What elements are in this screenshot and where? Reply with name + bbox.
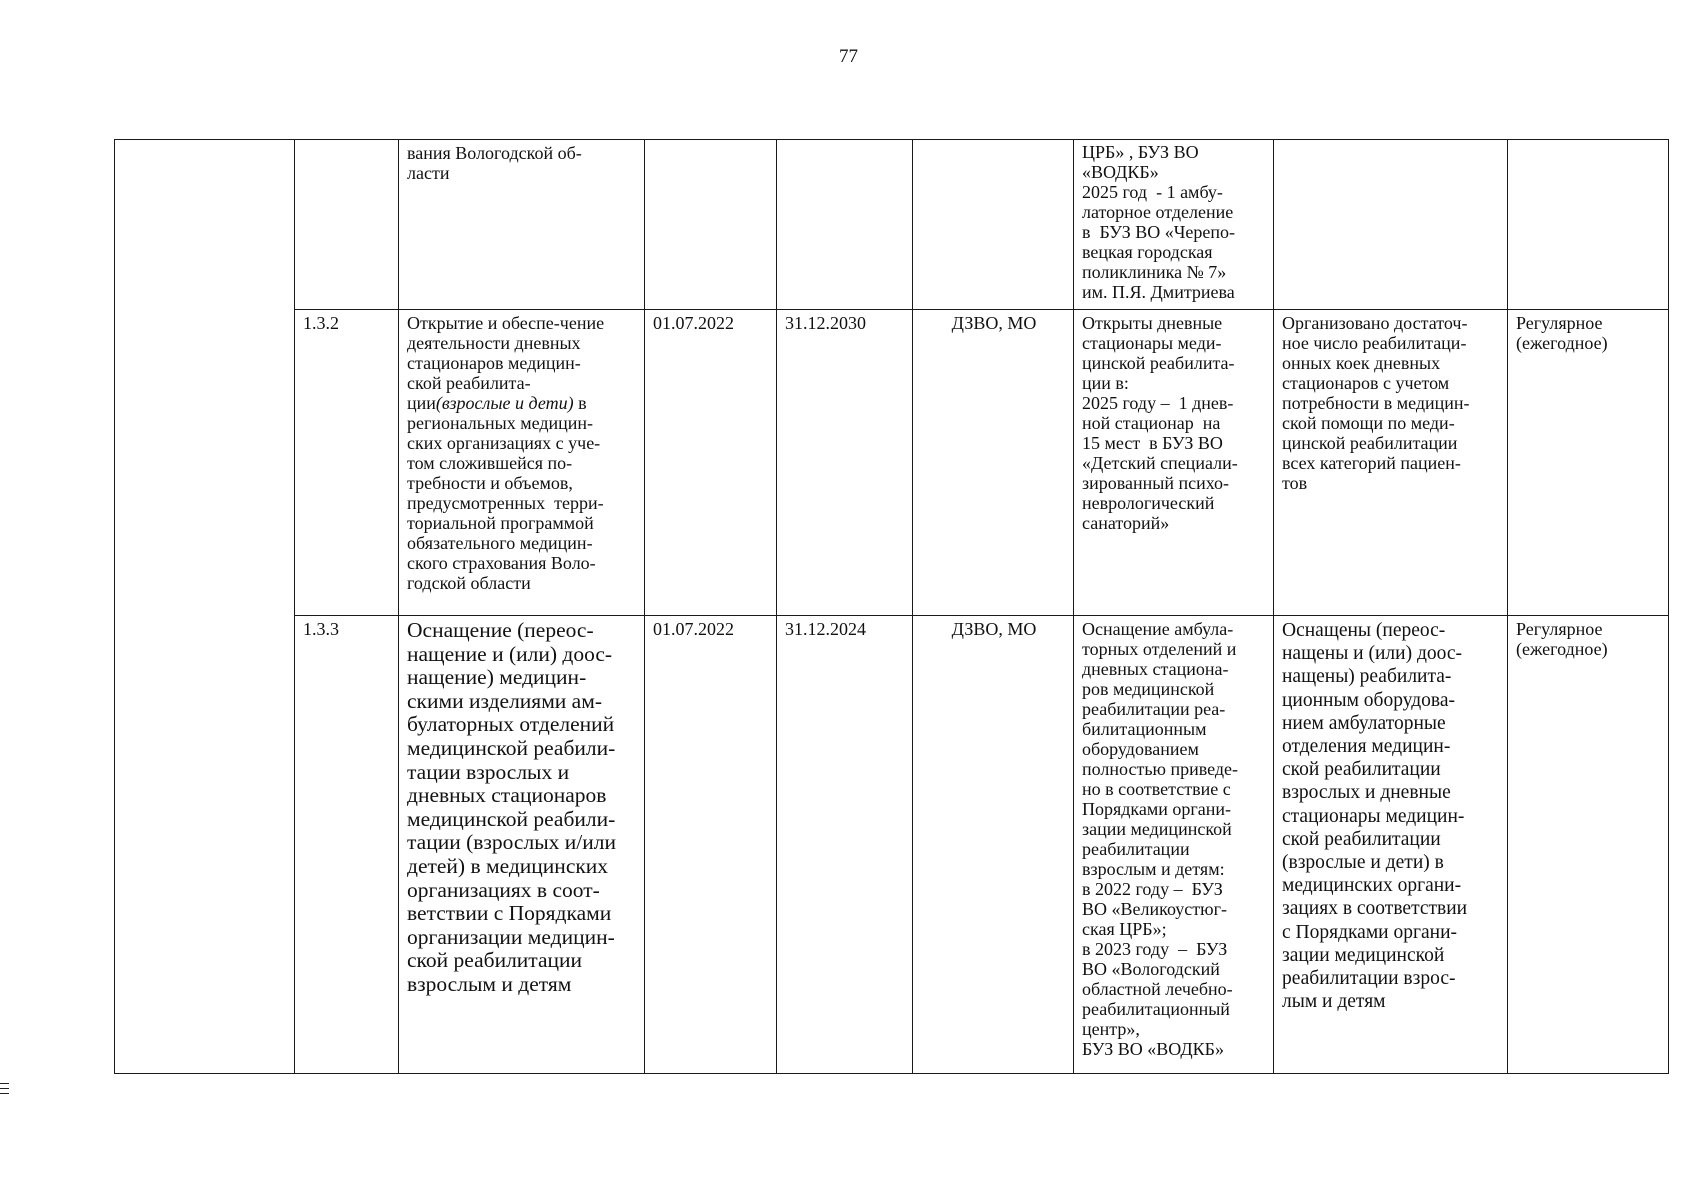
table-row [115,140,1669,310]
text-line: им. П.Я. Дмитриева [1082,282,1235,302]
text-line: БУЗ ВО «ВОДКБ» [1082,1039,1224,1059]
table-row [115,310,1669,616]
executor-cell [913,140,1074,310]
type-cell [1508,310,1669,616]
text-line: нащение) медицин- [407,665,587,690]
text-line: организации медицин- [407,924,615,949]
text-line: лым и детям [1282,991,1386,1013]
text-line: областной лечебно- [1082,979,1233,999]
text-line: зации медицинской [1282,944,1445,966]
text-line: реабилитации взрос- [1282,968,1456,990]
effect-cell [1274,140,1508,310]
text-line: с Порядками органи- [1282,921,1458,943]
text-line: нащение и (или) доос- [407,641,613,666]
scan-edge-marks [0,1083,9,1098]
text-line: в 2022 году – БУЗ [1082,879,1223,899]
text-line: тации (взрослых и/или [407,830,616,855]
text-line: но в соответствие с [1082,779,1231,799]
result-cell [1074,140,1274,310]
text-line: нием амбулаторные [1282,712,1446,734]
text-line: ной стационар на [1082,413,1221,433]
text-line: ториальной программой [407,513,594,533]
text-line: реабилитации [1082,839,1190,859]
measure-name-cell [399,310,645,616]
start-date-cell: 01.07.2022 [645,616,777,1074]
text-line: взрослых и дневные [1282,782,1451,804]
text-line: цинской реабилита- [1082,353,1235,373]
text-line: ВО «Вологодский [1082,959,1220,979]
type-cell [1508,616,1669,1074]
text-line: санаторий» [1082,513,1170,533]
item-number-cell [295,140,399,310]
measure-name-cell [399,616,645,1074]
text-line: булаторных отделений [407,712,615,737]
text-line: ской реабилита- [407,373,531,393]
item-number-cell: 1.3.3 [295,616,399,1074]
text-line: Регулярное [1516,619,1603,639]
text-line: годской области [407,573,531,593]
text-line: медицинской реабили- [407,735,616,760]
text-line: полностью приведе- [1082,759,1239,779]
text-line: онных коек дневных [1282,353,1441,373]
text-line: Порядками органи- [1082,799,1232,819]
text-line: ЦРБ» , БУЗ ВО [1082,142,1199,162]
end-date-cell: 31.12.2030 [777,310,913,616]
text-fragment: в [573,393,587,413]
measure-name-cell [399,140,645,310]
text-line: ская ЦРБ»; [1082,919,1167,939]
text-line: ской реабилитации [407,948,583,973]
text-line: стационаров с учетом [1282,373,1450,393]
text-line: ВО «Великоустюг- [1082,899,1227,919]
text-line: стационаров медицин- [407,353,581,373]
text-line: 15 мест в БУЗ ВО [1082,433,1223,453]
text-line: Оснащение амбула- [1082,619,1234,639]
effect-cell [1274,616,1508,1074]
text-line: ветствии с Порядками [407,901,612,926]
text-line: детей) в медицинских [407,853,609,878]
section-cell-empty [115,140,295,1074]
text-line: цинской реабилитации [1282,433,1458,453]
text-line: ских организациях с уче- [407,433,601,453]
result-cell [1074,616,1274,1074]
text-line: дневных стациона- [1082,659,1229,679]
text-line: зированный психо- [1082,473,1230,493]
text-line: ского страхования Воло- [407,553,596,573]
italic-fragment: (взрослые и дети) [435,393,574,413]
text-fragment: ции [407,393,436,413]
text-line: (ежегодное) [1516,333,1608,353]
text-line: поликлиника № 7» [1082,262,1227,282]
measures-table [114,139,1669,1074]
text-line: отделения медицин- [1282,736,1451,758]
executor-cell: ДЗВО, МО [913,310,1074,616]
text-line: потребности в медицин- [1282,393,1470,413]
text-line: ской реабилитации [1282,759,1441,781]
text-line: реабилитационный [1082,999,1230,1019]
text-line: нащены и (или) доос- [1282,643,1463,665]
text-line: ное число реабилитаци- [1282,333,1467,353]
text-line: Организовано достаточ- [1282,313,1468,333]
text-line: вецкая городская [1082,242,1213,262]
text-line: торных отделений и [1082,639,1237,659]
text-line: «ВОДКБ» [1082,162,1159,182]
text-line: взрослым и детям: [1082,859,1225,879]
text-line-mixed [407,393,638,413]
table-row [115,616,1669,1074]
text-line: 2025 году – 1 днев- [1082,393,1234,413]
text-line: стационары меди- [1082,333,1222,353]
text-line: всех категорий пациен- [1282,453,1461,473]
text-line: деятельности дневных [407,333,581,353]
text-line: скими изделиями ам- [407,688,602,713]
text-line: требности и объемов, [407,473,573,493]
text-line: том сложившейся по- [407,453,573,473]
text-line: билитационным [1082,719,1207,739]
text-line: Оснащение (переос- [407,618,594,642]
text-line: Открыты дневные [1082,313,1223,333]
text-line: Открытие и обеспе-чение [407,313,605,333]
text-line: Оснащены (переос- [1282,620,1446,641]
text-line: региональных медицин- [407,413,594,433]
executor-cell: ДЗВО, МО [913,616,1074,1074]
text-line: ской реабилитации [1282,828,1441,850]
text-line: ласти [407,163,450,183]
text-line: латорное отделение [1082,202,1234,222]
item-number-cell: 1.3.2 [295,310,399,616]
text-line: центр», [1082,1019,1140,1039]
end-date-cell [777,140,913,310]
text-line: взрослым и детям [407,971,572,996]
text-line: медицинской реабили- [407,806,616,831]
text-line: ционным оборудова- [1282,689,1456,711]
page-number: 77 [839,46,858,67]
text-line: (взрослые и дети) в [1282,852,1444,874]
text-line: ской помощи по меди- [1282,413,1455,433]
effect-cell [1274,310,1508,616]
text-line: Регулярное [1516,313,1603,333]
text-line: зации медицинской [1082,819,1232,839]
result-cell [1074,310,1274,616]
text-line: в БУЗ ВО «Черепо- [1082,222,1236,242]
text-line: 2025 год - 1 амбу- [1082,182,1223,202]
text-line: зациях в соответствии [1282,898,1468,920]
text-line: стационары медицин- [1282,805,1465,827]
text-line: ции в: [1082,373,1129,393]
text-line: медицинских органи- [1282,875,1462,897]
text-line: организациях в соот- [407,877,600,902]
text-line: «Детский специали- [1082,453,1238,473]
text-line: неврологический [1082,493,1215,513]
start-date-cell [645,140,777,310]
text-line: предусмотренных терри- [407,493,604,513]
text-line: обязательного медицин- [407,533,593,553]
text-line: оборудованием [1082,739,1199,759]
text-line: вания Вологодской об- [407,143,582,163]
text-line: ров медицинской [1082,679,1215,699]
text-line: дневных стационаров [407,783,607,808]
text-line: тов [1282,473,1308,493]
text-line: нащены) реабилита- [1282,666,1452,688]
type-cell [1508,140,1669,310]
start-date-cell: 01.07.2022 [645,310,777,616]
text-line: тации взрослых и [407,759,570,784]
end-date-cell: 31.12.2024 [777,616,913,1074]
text-line: (ежегодное) [1516,639,1608,659]
text-line: реабилитации реа- [1082,699,1226,719]
text-line: в 2023 году – БУЗ [1082,939,1228,959]
